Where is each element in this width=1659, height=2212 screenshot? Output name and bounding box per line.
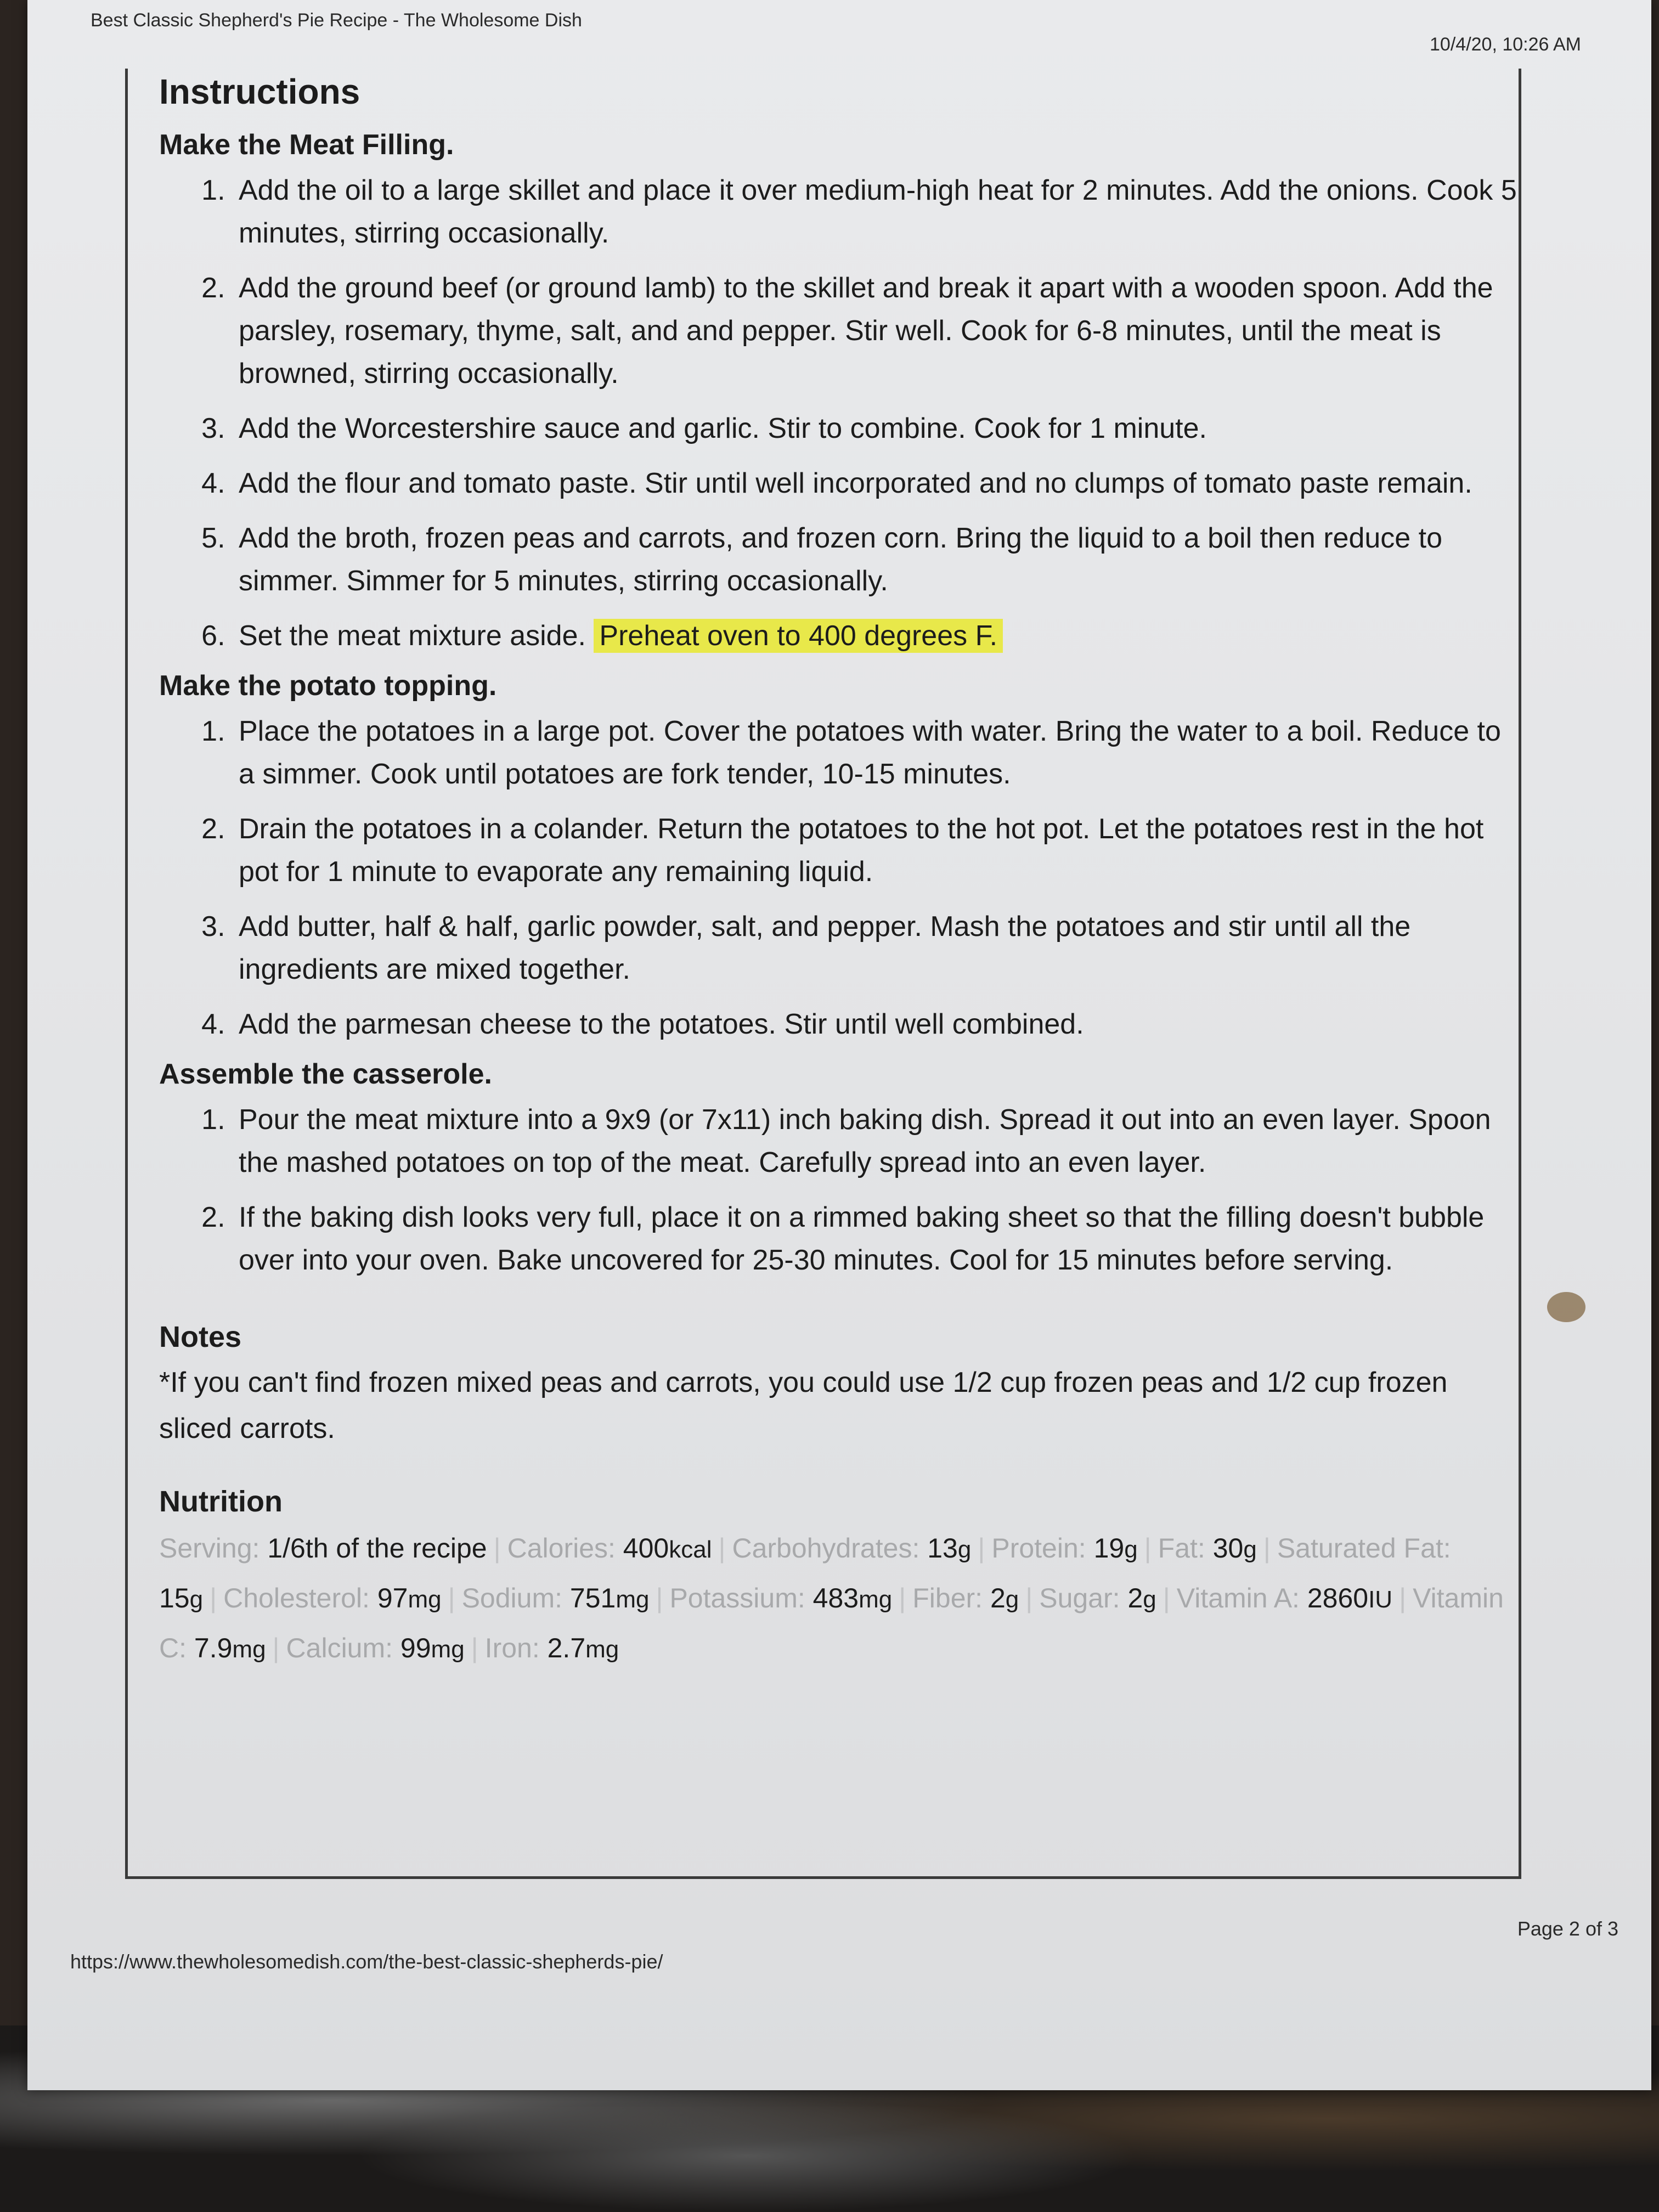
nutrition-separator: |: [272, 1633, 280, 1663]
nutrition-item: [669, 1583, 892, 1613]
nutrition-label: Saturated Fat:: [1277, 1533, 1451, 1564]
stain-mark: [1547, 1292, 1585, 1322]
nutrition-label: Potassium:: [669, 1583, 813, 1613]
nutrition-label: Sugar:: [1039, 1583, 1128, 1613]
instructions-heading: Instructions: [159, 72, 360, 111]
nutrition-label: Calories:: [507, 1533, 623, 1564]
notes-heading: Notes: [159, 1321, 242, 1353]
nutrition-item: [1158, 1533, 1257, 1564]
nutrition-label: Sodium:: [461, 1583, 570, 1613]
nutrition-unit: g: [1143, 1586, 1156, 1613]
section-title: Assemble the casserole.: [159, 1058, 492, 1090]
list-item: 4. Add the parmesan cheese to the potatoes. Stir until well combined.: [233, 1003, 1520, 1046]
nutrition-label: Iron:: [484, 1633, 548, 1663]
nutrition-label: Protein:: [991, 1533, 1094, 1564]
list-item: 1. Place the potatoes in a large pot. Cover the potatoes with water. Bring the water to a boil. Reduce to a simmer. Cook until potatoes are fork tender, 10-15 minutes.: [233, 710, 1520, 795]
nutrition-unit: mg: [585, 1636, 619, 1663]
nutrition-value: 7.9: [194, 1633, 233, 1663]
list-item: 1. Pour the meat mixture into a 9x9 (or 7x11) inch baking dish. Spread it out into an even layer. Spoon the mashed potatoes on top of the meat. Carefully spread into an even layer.: [233, 1098, 1520, 1184]
nutrition-item: [732, 1533, 971, 1564]
section-assemble: [159, 1058, 1520, 1282]
nutrition-label: Cholesterol:: [223, 1583, 377, 1613]
list-item: 4. Add the flour and tomato paste. Stir until well incorporated and no clumps of tomato paste remain.: [233, 462, 1520, 505]
highlighted-text: Preheat oven to 400 degrees F.: [594, 619, 1003, 653]
nutrition-unit: mg: [431, 1636, 465, 1663]
nutrition-value: 19: [1093, 1533, 1125, 1564]
nutrition-value: 2.7: [547, 1633, 586, 1663]
nutrition-item: [159, 1533, 487, 1564]
nutrition-separator: |: [471, 1633, 478, 1663]
nutrition-separator: |: [210, 1583, 217, 1613]
nutrition-item: [1039, 1583, 1156, 1613]
list-item: [233, 614, 1520, 657]
nutrition-item: [462, 1583, 650, 1613]
nutrition-value: 483: [812, 1583, 859, 1613]
nutrition-separator: |: [1025, 1583, 1033, 1613]
step-list: [159, 169, 1520, 657]
nutrition-value: 2860: [1307, 1583, 1369, 1613]
nutrition-label: Fiber:: [912, 1583, 990, 1613]
nutrition-facts: [159, 1524, 1520, 1674]
nutrition-separator: |: [1399, 1583, 1407, 1613]
nutrition-label: Carbohydrates:: [732, 1533, 928, 1564]
nutrition-unit: g: [1243, 1536, 1257, 1563]
nutrition-label: Calcium:: [286, 1633, 400, 1663]
nutrition-separator: |: [718, 1533, 726, 1564]
list-item: 3. Add the Worcestershire sauce and garlic. Stir to combine. Cook for 1 minute.: [233, 407, 1520, 450]
nutrition-separator: |: [656, 1583, 663, 1613]
nutrition-separator: |: [899, 1583, 906, 1613]
nutrition-item: [912, 1583, 1019, 1613]
nutrition-label: Fat:: [1158, 1533, 1213, 1564]
page-footer-url: https://www.thewholesomedish.com/the-best-classic-shepherds-pie/: [70, 1950, 663, 1973]
nutrition-unit: g: [957, 1536, 972, 1563]
list-item: 2. If the baking dish looks very full, place it on a rimmed baking sheet so that the filling doesn't bubble over into your oven. Bake uncovered for 25-30 minutes. Cool for 15 minutes before serving.: [233, 1196, 1520, 1282]
nutrition-item: [507, 1533, 712, 1564]
nutrition-unit: g: [1005, 1586, 1019, 1613]
nutrition-unit: g: [1124, 1536, 1138, 1563]
nutrition-value: 2: [1127, 1583, 1143, 1613]
nutrition-label: Serving:: [159, 1533, 268, 1564]
nutrition-value: 400: [623, 1533, 669, 1564]
notes-text: *If you can't find frozen mixed peas and carrots, you could use 1/2 cup frozen peas and 1/2 cup frozen sliced carrots.: [159, 1367, 1448, 1444]
nutrition-separator: |: [1144, 1533, 1152, 1564]
nutrition-value: 97: [377, 1583, 408, 1613]
nutrition-separator: |: [493, 1533, 501, 1564]
nutrition-value: 751: [569, 1583, 616, 1613]
nutrition-item: [991, 1533, 1137, 1564]
page-number: Page 2 of 3: [1517, 1917, 1618, 1940]
nutrition-separator: |: [448, 1583, 455, 1613]
nutrition-separator: |: [1163, 1583, 1170, 1613]
nutrition-value: 13: [927, 1533, 958, 1564]
page-header-datetime: 10/4/20, 10:26 AM: [1430, 34, 1581, 55]
nutrition-unit: g: [189, 1586, 204, 1613]
list-item: 1. Add the oil to a large skillet and place it over medium-high heat for 2 minutes. Add the onions. Cook 5 minutes, stirring occasionally.: [233, 169, 1520, 255]
nutrition-heading: Nutrition: [159, 1485, 283, 1518]
nutrition-value: 2: [990, 1583, 1006, 1613]
nutrition-value: 1/6th of the recipe: [267, 1533, 487, 1564]
list-item: 3. Add butter, half & half, garlic powder, salt, and pepper. Mash the potatoes and stir until all the ingredients are mixed together.: [233, 905, 1520, 991]
nutrition-label: Vitamin C:: [159, 1583, 1504, 1663]
nutrition-separator: |: [1263, 1533, 1271, 1564]
list-item: 2. Drain the potatoes in a colander. Return the potatoes to the hot pot. Let the potatoes rest in the hot pot for 1 minute to evaporate any remaining liquid.: [233, 808, 1520, 893]
list-item: 2. Add the ground beef (or ground lamb) to the skillet and break it apart with a wooden spoon. Add the parsley, rosemary, thyme, salt, and and pepper. Stir well. Cook for 6-8 minutes, until the meat is browned, stirring occasionally.: [233, 267, 1520, 395]
nutrition-unit: mg: [859, 1586, 893, 1613]
nutrition-item: [485, 1633, 619, 1663]
section-meat-filling: [159, 128, 1520, 657]
recipe-content: [159, 71, 1520, 1674]
step-list: [159, 710, 1520, 1046]
nutrition-value: 15: [159, 1583, 190, 1613]
nutrition-label: Vitamin A:: [1176, 1583, 1307, 1613]
nutrition-item: [223, 1583, 441, 1613]
nutrition-separator: |: [978, 1533, 985, 1564]
nutrition-unit: mg: [616, 1586, 650, 1613]
step-list: [159, 1098, 1520, 1282]
page-header-title: Best Classic Shepherd's Pie Recipe - The Wholesome Dish: [91, 10, 582, 31]
nutrition-value: 30: [1212, 1533, 1244, 1564]
nutrition-unit: mg: [232, 1636, 266, 1663]
step-text: Set the meat mixture aside.: [239, 620, 586, 652]
nutrition-item: [286, 1633, 465, 1663]
section-potato-topping: [159, 669, 1520, 1046]
section-title: Make the potato topping.: [159, 670, 497, 702]
nutrition-unit: mg: [408, 1586, 442, 1613]
section-title: Make the Meat Filling.: [159, 129, 454, 161]
nutrition-unit: kcal: [669, 1536, 712, 1563]
nutrition-unit: IU: [1368, 1586, 1393, 1613]
nutrition-item: [1177, 1583, 1392, 1613]
list-item: 5. Add the broth, frozen peas and carrots, and frozen corn. Bring the liquid to a boil then reduce to simmer. Simmer for 5 minutes, stirring occasionally.: [233, 517, 1520, 602]
nutrition-value: 99: [400, 1633, 431, 1663]
